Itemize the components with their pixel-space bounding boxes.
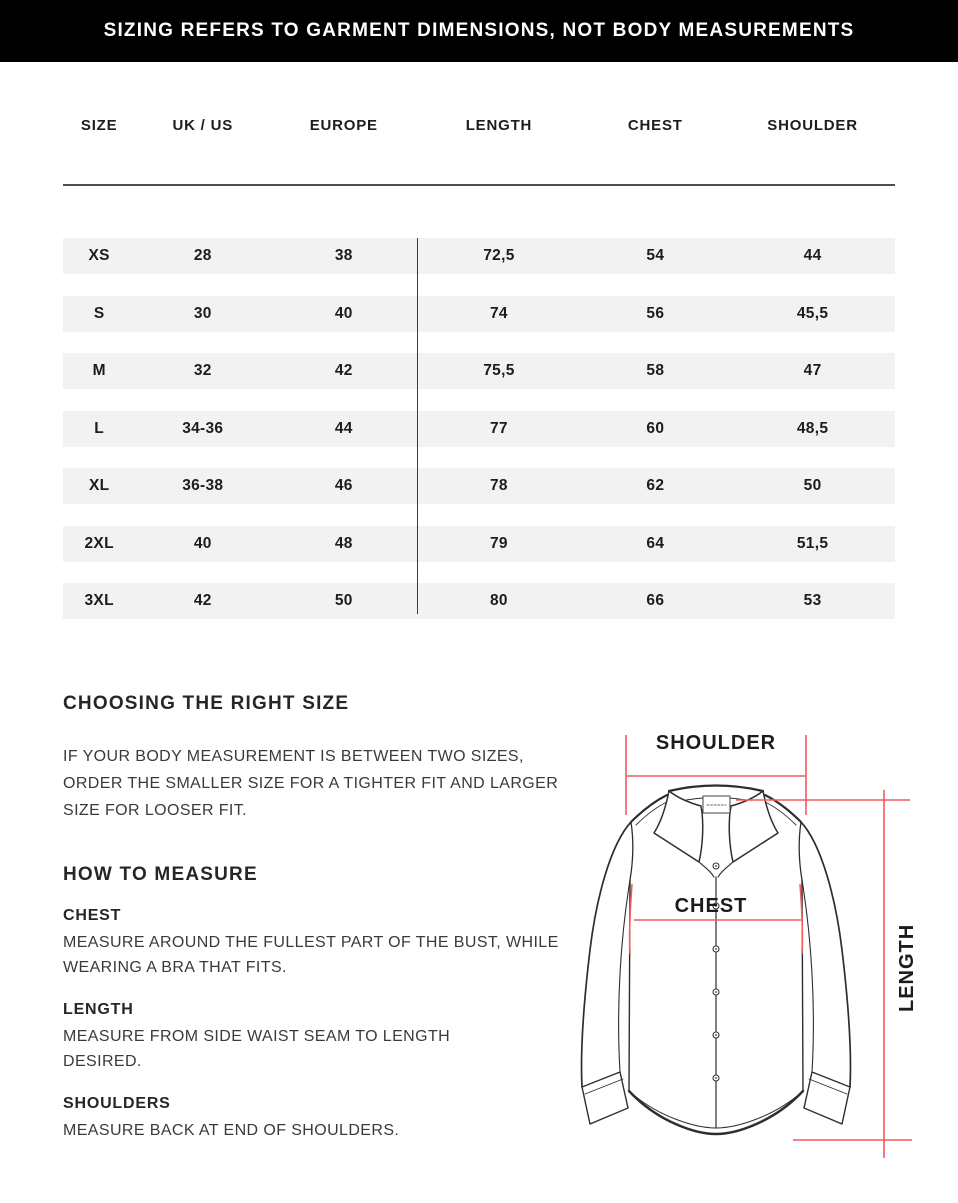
table-header-cell: LENGTH [465, 117, 533, 134]
measure-item-label: SHOULDERS [63, 1095, 171, 1112]
table-cell: S [93, 304, 105, 322]
table-cell: 58 [646, 362, 665, 379]
table-cell: 40 [334, 304, 353, 322]
table-cell: XS [88, 247, 110, 264]
table-cell: 46 [334, 477, 353, 494]
table-row [63, 238, 895, 274]
table-row [63, 296, 895, 332]
table-cell: 79 [490, 534, 508, 552]
instructions-column [63, 693, 583, 1161]
table-header-cell: SIZE [80, 117, 118, 134]
table-cell: 54 [646, 247, 665, 264]
table-header-cell: SHOULDER [767, 117, 858, 134]
table-header-cell: EUROPE [309, 117, 378, 134]
size-table-head [63, 110, 895, 142]
how-to-measure-item [63, 1000, 583, 1074]
table-cell: 48,5 [796, 419, 829, 437]
table-cell: 34-36 [182, 419, 224, 437]
table-column-divider [417, 238, 418, 614]
shoulder-label: SHOULDER [655, 732, 777, 754]
table-cell: 32 [193, 362, 212, 379]
table-cell: 28 [193, 247, 212, 264]
table-cell: 42 [334, 362, 353, 379]
measure-item-label: LENGTH [63, 1001, 134, 1018]
table-cell: 78 [490, 477, 508, 494]
table-cell: 74 [490, 304, 508, 322]
measure-item-text: MEASURE AROUND THE FULLEST PART OF THE BUST, WHILE WEARING A BRA THAT FITS. [63, 934, 559, 976]
size-table [63, 110, 895, 641]
choosing-size-heading: CHOOSING THE RIGHT SIZE [63, 693, 350, 714]
table-cell: 66 [646, 592, 665, 609]
table-cell: M [92, 362, 106, 379]
how-to-measure-items [63, 906, 583, 1143]
table-cell: 38 [334, 247, 353, 264]
table-cell: 45,5 [796, 304, 829, 322]
table-cell: 51,5 [796, 534, 829, 552]
table-cell: 72,5 [483, 247, 515, 264]
table-cell: 50 [334, 592, 353, 609]
shirt-measurement-diagram [560, 718, 958, 1188]
table-cell: 64 [646, 534, 665, 552]
table-row [63, 411, 895, 447]
sizing-disclaimer-banner [0, 0, 958, 62]
table-row [63, 526, 895, 562]
measure-item-text: MEASURE BACK AT END OF SHOULDERS. [63, 1122, 400, 1139]
measure-item-text: MEASURE FROM SIDE WAIST SEAM TO LENGTH DESIRED. [63, 1028, 451, 1070]
table-cell: 44 [334, 419, 353, 437]
table-cell: 53 [803, 592, 822, 609]
measure-item-label: CHEST [63, 907, 122, 924]
chest-label: CHEST [674, 895, 748, 917]
table-row [63, 468, 895, 504]
table-header-cell: UK / US [172, 117, 234, 134]
table-header-cell: CHEST [627, 117, 683, 134]
table-cell: 3XL [84, 592, 114, 609]
table-cell: 48 [334, 534, 353, 552]
table-row [63, 353, 895, 389]
table-cell: 50 [803, 477, 822, 494]
table-cell: L [94, 419, 105, 437]
table-cell: XL [88, 477, 110, 494]
table-cell: 2XL [84, 534, 114, 552]
length-label: LENGTH [896, 923, 918, 1012]
how-to-measure-item [63, 906, 583, 980]
size-table-body [63, 238, 895, 619]
table-cell: 80 [490, 592, 508, 609]
how-to-measure-heading: HOW TO MEASURE [63, 864, 258, 885]
table-header-rule [63, 184, 895, 186]
how-to-measure-item [63, 1094, 583, 1143]
table-cell: 40 [193, 534, 212, 552]
table-cell: 56 [646, 304, 665, 322]
table-cell: 60 [646, 419, 665, 437]
choosing-size-body: IF YOUR BODY MEASUREMENT IS BETWEEN TWO SIZES, ORDER THE SMALLER SIZE FOR A TIGHTER FIT AND LARGER SIZE FOR LOOSER FIT. [63, 748, 559, 819]
table-cell: 30 [193, 304, 212, 322]
shirt-illustration [560, 718, 958, 1188]
table-cell: 42 [193, 592, 212, 609]
table-cell: 77 [490, 419, 508, 437]
table-cell: 62 [646, 477, 665, 494]
table-cell: 75,5 [483, 362, 515, 379]
table-row [63, 583, 895, 619]
table-cell: 47 [803, 362, 822, 379]
brand-label [703, 796, 730, 813]
shirt-outline [581, 786, 850, 1135]
table-cell: 36-38 [182, 477, 224, 494]
banner-text: SIZING REFERS TO GARMENT DIMENSIONS, NOT BODY MEASUREMENTS [103, 20, 855, 41]
table-cell: 44 [803, 247, 822, 264]
